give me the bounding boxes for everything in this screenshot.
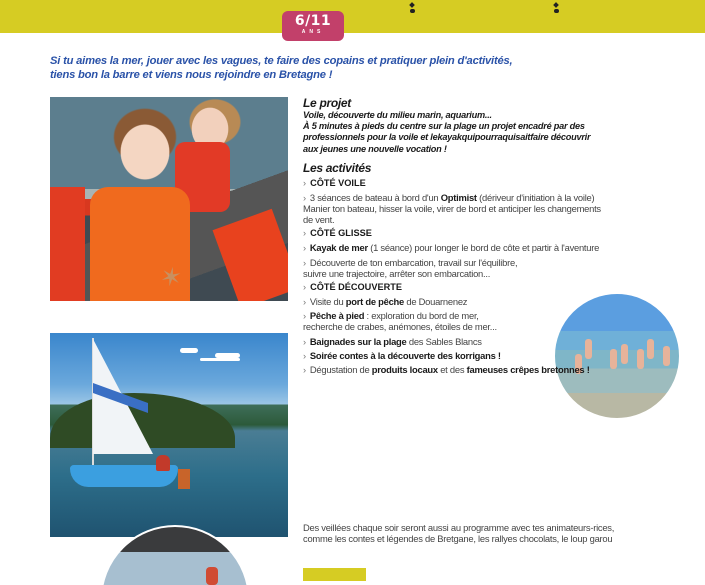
activity-item: › Kayak de mer (1 séance) pour longer le bord de côte et partir à l'aventure: [303, 242, 600, 254]
top-accent-band: [0, 0, 705, 33]
age-unit: ANS: [301, 29, 325, 35]
age-range: 6/11: [294, 13, 332, 29]
chevron-icon: ›: [303, 191, 306, 203]
activity-item: › 3 séances de bateau à bord d'un Optimist (dériveur d'initiation à la voile) Manier ton bateau, hisser la voile, virer de bord et anticiper les changements de vent.: [303, 191, 601, 226]
activity-item: › Soirée contes à la découverte des korrigans !: [303, 349, 501, 361]
closing-line: comme les contes et légendes de Bretgane, les rallyes chocolats, le loup garou: [303, 533, 613, 544]
heading-activites: Les activités: [303, 160, 372, 175]
main-content: [303, 96, 703, 375]
chevron-icon: ›: [303, 242, 306, 254]
closing-line: Des veillées chaque soir seront aussi au programme avec tes animateurs-rices,: [303, 522, 615, 533]
category-decouverte: [303, 281, 703, 293]
photo-sailing: [50, 333, 288, 537]
activity-item: › Dégustation de produits locaux et des fameuses crêpes bretonnes !: [303, 364, 590, 376]
projet-line: professionnels pour la voile et lekayakquipourraquisaitfaire découvrir: [303, 132, 591, 143]
crop-marker-icon: [553, 3, 559, 13]
projet-description: [303, 110, 703, 155]
projet-line: Voile, découverte du milieu marin, aquarium...: [303, 110, 492, 120]
chevron-icon: ›: [303, 310, 306, 322]
category-voile: [303, 177, 703, 189]
chevron-icon: ›: [303, 282, 307, 293]
chevron-icon: ›: [303, 296, 306, 308]
age-badge: [282, 11, 344, 41]
chevron-icon: ›: [303, 335, 306, 347]
chevron-icon: ›: [303, 256, 306, 268]
activity-item: › Baignades sur la plage des Sables Blancs: [303, 335, 482, 347]
category-glisse: [303, 227, 703, 239]
activity-item: › Découverte de ton embarcation, travail sur l'équilibre, suivre une trajectoire, arrêter son embarcation...: [303, 256, 518, 279]
footer-accent-bar: [303, 568, 366, 581]
intro-text: [50, 54, 570, 82]
activity-item: › Pêche à pied : exploration du bord de mer, recherche de crabes, anémones, étoiles de mer...: [303, 310, 497, 333]
chevron-icon: ›: [303, 364, 306, 376]
category-title: CÔTÉ VOILE: [310, 177, 366, 188]
starfish-icon: ✶: [157, 260, 185, 294]
photo-kids-boat: [50, 97, 288, 301]
activity-item: › Visite du port de pêche de Douarnenez: [303, 296, 468, 308]
crop-marker-icon: [409, 3, 415, 13]
chevron-icon: ›: [303, 349, 306, 361]
chevron-icon: ›: [303, 228, 307, 239]
intro-line: tiens bon la barre et viens nous rejoindre en Bretagne !: [50, 69, 333, 81]
closing-text: [303, 522, 703, 544]
heading-projet: Le projet: [303, 96, 351, 110]
chevron-icon: ›: [303, 177, 307, 188]
intro-line: Si tu aimes la mer, jouer avec les vagues, te faire des copains et pratiquer plein d'activités,: [50, 55, 513, 67]
category-title: CÔTÉ GLISSE: [310, 228, 372, 239]
projet-line: À 5 minutes à pieds du centre sur la plage un projet encadré par des: [303, 121, 585, 132]
projet-line: aux jeunes une nouvelle vocation !: [303, 143, 447, 154]
category-title: CÔTÉ DÉCOUVERTE: [310, 282, 402, 293]
